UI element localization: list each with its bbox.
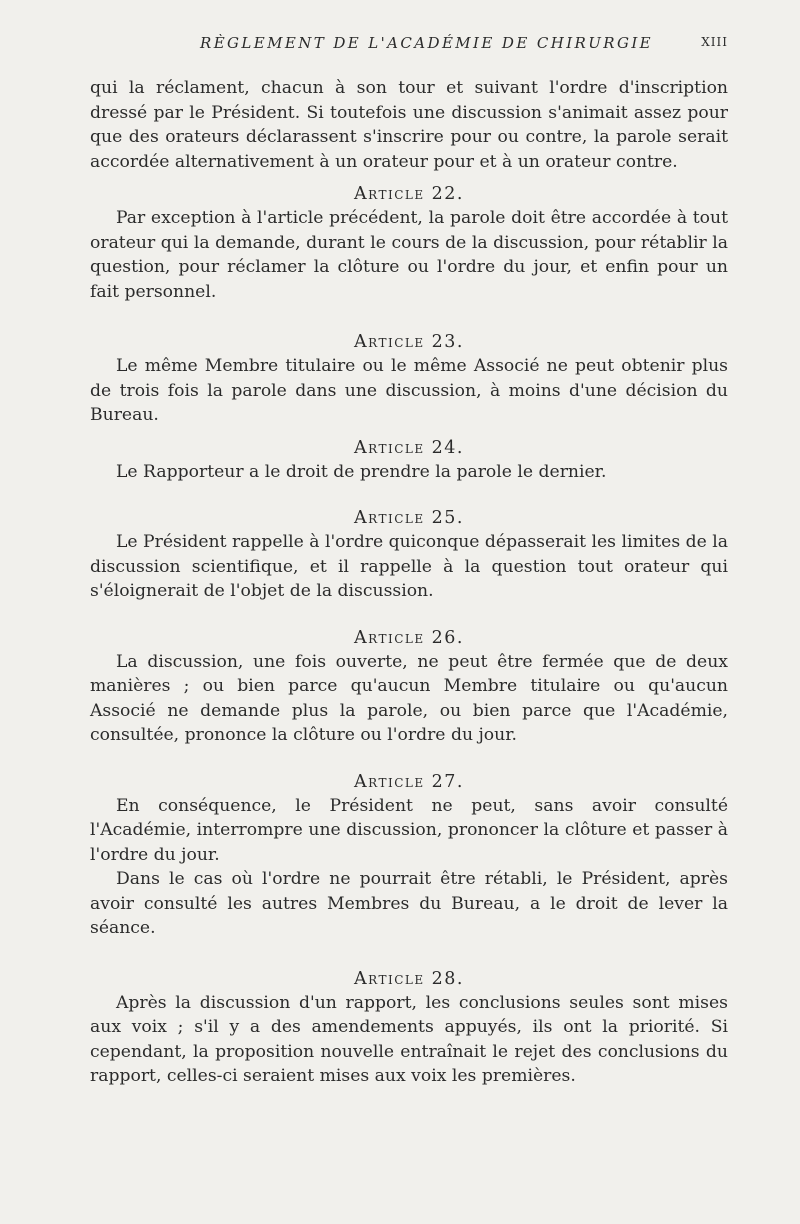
page-content [90, 76, 728, 1089]
book-page [90, 30, 728, 1089]
article-26-title: Article 26. [353, 627, 464, 648]
article-25-title: Article 25. [353, 508, 464, 528]
article-23-title: Article 23. [353, 332, 464, 352]
article-27-paragraph-1: En conséquence, le Président ne peut, sans avoir consulté l'Académie, interrompre une discussion, prononcer la clôture et passer à l'ordre du jour. [90, 795, 728, 865]
article-27-paragraph-2: Dans le cas où l'ordre ne pourrait être rétabli, le Président, après avoir consulté les autres Membres du Bureau, a le droit de lever la séance. [90, 869, 728, 938]
article-28-paragraph: Après la discussion d'un rapport, les conclusions seules sont mises aux voix ; s'il y a des amendements appuyés, ils ont la priorité. Si cependant, la proposition nouvelle entraînait le rejet des conclusions du rapport, celles-ci seraient mises aux voix les premières. [90, 992, 728, 1086]
article-25-paragraph: Le Président rappelle à l'ordre quiconque dépasserait les limites de la discussion scientifique, et il rappelle à la question tout orateur qui s'éloignerait de l'objet de la discussion. [90, 532, 728, 601]
article-24-paragraph: Le Rapporteur a le droit de prendre la parole le dernier. [116, 461, 607, 482]
article-22-title: Article 22. [353, 184, 464, 204]
article-22-paragraph: Par exception à l'article précédent, la parole doit être accordée à tout orateur qui la demande, durant le cours de la discussion, pour rétablir la question, pour réclamer la clôture ou l'ordre du jour, et enfin pour un fait personnel. [90, 208, 728, 302]
article-23-paragraph: Le même Membre titulaire ou le même Associé ne peut obtenir plus de trois fois la parole dans une discussion, à moins d'une décision du Bureau. [90, 356, 728, 425]
running-head [90, 30, 728, 60]
article-24-title: Article 24. [353, 437, 464, 458]
article-28-title: Article 28. [353, 968, 464, 989]
running-title: RÈGLEMENT DE L'ACADÉMIE DE CHIRURGIE [200, 34, 654, 52]
page-number: XIII [701, 35, 728, 49]
article-27-title: Article 27. [353, 771, 464, 792]
continued-paragraph: qui la réclament, chacun à son tour et suivant l'ordre d'inscription dressé par le Président. Si toutefois une discussion s'animait assez pour que des orateurs déclarassent s'inscrire pour ou contre, la parole serait accordée alternativement à un orateur pour et à un orateur contre. [90, 78, 728, 172]
article-26-paragraph: La discussion, une fois ouverte, ne peut être fermée que de deux manières ; ou bien parce qu'aucun Membre titulaire ou qu'aucun Associé ne demande plus la parole, ou bien parce que l'Académie, consultée, prononce la clôture ou l'ordre du jour. [90, 651, 728, 745]
